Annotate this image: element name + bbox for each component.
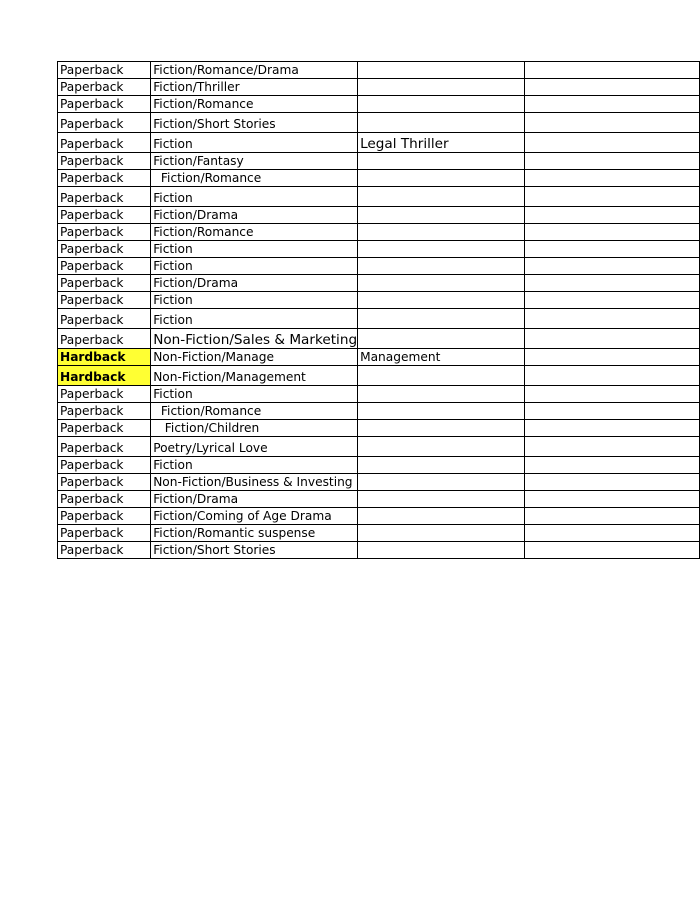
format-cell[interactable]: Paperback — [58, 275, 151, 292]
empty-cell[interactable] — [524, 329, 699, 349]
note-cell[interactable] — [358, 187, 525, 207]
genre-cell[interactable] — [151, 170, 358, 187]
table-row — [58, 525, 700, 542]
format-cell[interactable]: Paperback — [58, 542, 151, 559]
table-body — [58, 62, 700, 559]
genre-text: Non-Fiction/Management — [153, 370, 306, 384]
table-row — [58, 491, 700, 508]
format-cell[interactable]: Paperback — [58, 133, 151, 153]
empty-cell[interactable] — [524, 292, 699, 309]
table-row — [58, 275, 700, 292]
empty-cell[interactable] — [524, 349, 699, 366]
genre-cell[interactable] — [151, 474, 358, 491]
table-row — [58, 170, 700, 187]
genre-cell[interactable] — [151, 525, 358, 542]
table-row — [58, 329, 700, 349]
genre-cell[interactable] — [151, 153, 358, 170]
note-cell[interactable] — [358, 366, 525, 386]
table-row — [58, 508, 700, 525]
table-row — [58, 207, 700, 224]
note-cell[interactable] — [358, 420, 525, 437]
genre-text: Non-Fiction/Manage — [153, 350, 274, 364]
genre-cell[interactable] — [151, 349, 358, 366]
table-row — [58, 386, 700, 403]
format-cell[interactable]: Paperback — [58, 491, 151, 508]
empty-cell[interactable] — [524, 241, 699, 258]
format-cell[interactable]: Paperback — [58, 386, 151, 403]
table-row — [58, 153, 700, 170]
genre-cell[interactable] — [151, 542, 358, 559]
genre-cell[interactable] — [151, 420, 358, 437]
table-row — [58, 224, 700, 241]
table-row — [58, 258, 700, 275]
empty-cell[interactable] — [524, 420, 699, 437]
genre-text: Non-Fiction/Business & Investing — [153, 475, 353, 489]
note-cell[interactable] — [358, 258, 525, 275]
empty-cell[interactable] — [524, 79, 699, 96]
table-row — [58, 133, 700, 153]
genre-cell[interactable] — [151, 275, 358, 292]
note-cell[interactable] — [358, 329, 525, 349]
note-cell[interactable] — [358, 96, 525, 113]
genre-text: Fiction/Children — [153, 421, 260, 435]
genre-cell[interactable] — [151, 457, 358, 474]
genre-cell[interactable] — [151, 79, 358, 96]
format-cell[interactable]: Paperback — [58, 525, 151, 542]
format-cell[interactable]: Hardback — [58, 366, 151, 386]
format-cell[interactable]: Paperback — [58, 420, 151, 437]
genre-cell[interactable] — [151, 329, 358, 349]
table-row — [58, 292, 700, 309]
note-cell[interactable] — [358, 275, 525, 292]
table-row — [58, 542, 700, 559]
empty-cell[interactable] — [524, 491, 699, 508]
empty-cell[interactable] — [524, 403, 699, 420]
genre-cell[interactable] — [151, 113, 358, 133]
note-cell[interactable] — [358, 508, 525, 525]
empty-cell[interactable] — [524, 207, 699, 224]
empty-cell[interactable] — [524, 309, 699, 329]
note-cell[interactable] — [358, 491, 525, 508]
table-row — [58, 187, 700, 207]
note-cell[interactable] — [358, 133, 525, 153]
genre-text: Fiction/Romance — [153, 171, 262, 185]
format-cell[interactable]: Paperback — [58, 79, 151, 96]
genre-text: Fiction/Short Stories — [153, 543, 276, 557]
genre-text: Fiction/Romance — [153, 404, 262, 418]
note-cell[interactable] — [358, 62, 525, 79]
genre-cell[interactable] — [151, 386, 358, 403]
format-cell[interactable]: Paperback — [58, 224, 151, 241]
genre-text: Fiction — [153, 191, 193, 205]
genre-text: Fiction/Romance — [153, 225, 254, 239]
table-row — [58, 241, 700, 258]
genre-cell[interactable] — [151, 258, 358, 275]
genre-cell[interactable] — [151, 309, 358, 329]
genre-text: Fiction — [153, 137, 193, 151]
format-cell[interactable]: Paperback — [58, 329, 151, 349]
genre-text: Fiction/Short Stories — [153, 117, 276, 131]
genre-text: Fiction/Coming of Age Drama — [153, 509, 332, 523]
note-cell[interactable] — [358, 224, 525, 241]
genre-cell[interactable] — [151, 292, 358, 309]
table-row — [58, 349, 700, 366]
format-cell[interactable]: Paperback — [58, 170, 151, 187]
note-cell[interactable] — [358, 241, 525, 258]
note-cell[interactable] — [358, 153, 525, 170]
table-row — [58, 437, 700, 457]
genre-text: Fiction — [153, 458, 193, 472]
genre-text: Fiction — [153, 259, 193, 273]
note-cell[interactable] — [358, 349, 525, 366]
format-cell[interactable]: Paperback — [58, 96, 151, 113]
genre-text: Fiction/Romantic suspense — [153, 526, 316, 540]
table-row — [58, 420, 700, 437]
table-row — [58, 403, 700, 420]
genre-text: Fiction/Drama — [153, 276, 239, 290]
format-cell[interactable]: Paperback — [58, 474, 151, 491]
genre-cell[interactable] — [151, 241, 358, 258]
genre-text: Fiction/Romance — [153, 97, 254, 111]
genre-text: Fiction/Drama — [153, 492, 239, 506]
empty-cell[interactable] — [524, 386, 699, 403]
table-row — [58, 79, 700, 96]
genre-cell[interactable] — [151, 207, 358, 224]
empty-cell[interactable] — [524, 437, 699, 457]
empty-cell[interactable] — [524, 113, 699, 133]
format-cell[interactable]: Paperback — [58, 113, 151, 133]
empty-cell[interactable] — [524, 474, 699, 491]
note-cell[interactable] — [358, 292, 525, 309]
format-cell[interactable]: Paperback — [58, 508, 151, 525]
table-row — [58, 62, 700, 79]
empty-cell[interactable] — [524, 96, 699, 113]
note-cell[interactable] — [358, 113, 525, 133]
format-cell[interactable]: Paperback — [58, 258, 151, 275]
genre-text: Fiction/Thriller — [153, 80, 240, 94]
empty-cell[interactable] — [524, 133, 699, 153]
note-cell[interactable] — [358, 525, 525, 542]
note-cell[interactable] — [358, 437, 525, 457]
note-cell[interactable] — [358, 474, 525, 491]
empty-cell[interactable] — [524, 525, 699, 542]
genre-cell[interactable] — [151, 437, 358, 457]
format-cell[interactable]: Paperback — [58, 62, 151, 79]
genre-text: Fiction — [153, 387, 193, 401]
format-cell[interactable]: Paperback — [58, 241, 151, 258]
genre-cell[interactable] — [151, 62, 358, 79]
genre-cell[interactable] — [151, 224, 358, 241]
note-cell[interactable] — [358, 457, 525, 474]
genre-cell[interactable] — [151, 508, 358, 525]
note-cell[interactable] — [358, 79, 525, 96]
genre-cell[interactable] — [151, 187, 358, 207]
empty-cell[interactable] — [524, 258, 699, 275]
genre-text: Fiction — [153, 313, 193, 327]
genre-cell[interactable] — [151, 96, 358, 113]
empty-cell[interactable] — [524, 457, 699, 474]
genre-text: Fiction/Drama — [153, 208, 239, 222]
spreadsheet-page — [57, 61, 700, 559]
empty-cell[interactable] — [524, 508, 699, 525]
table-row — [58, 474, 700, 491]
genre-text: Poetry/Lyrical Love — [153, 441, 268, 455]
table-row — [58, 96, 700, 113]
format-cell[interactable]: Paperback — [58, 457, 151, 474]
genre-cell[interactable] — [151, 366, 358, 386]
genre-text: Non-Fiction/Sales & Marketing — [153, 332, 358, 348]
format-cell[interactable]: Paperback — [58, 309, 151, 329]
note-cell[interactable] — [358, 542, 525, 559]
format-cell[interactable]: Paperback — [58, 292, 151, 309]
empty-cell[interactable] — [524, 224, 699, 241]
format-cell[interactable]: Paperback — [58, 187, 151, 207]
format-cell[interactable]: Hardback — [58, 349, 151, 366]
empty-cell[interactable] — [524, 366, 699, 386]
empty-cell[interactable] — [524, 542, 699, 559]
genre-text: Fiction — [153, 293, 193, 307]
empty-cell[interactable] — [524, 153, 699, 170]
genre-cell[interactable] — [151, 491, 358, 508]
note-cell[interactable] — [358, 170, 525, 187]
note-cell[interactable] — [358, 309, 525, 329]
genre-text: Fiction/Fantasy — [153, 154, 244, 168]
note-cell[interactable] — [358, 403, 525, 420]
book-format-table — [57, 61, 700, 559]
genre-text: Fiction — [153, 242, 193, 256]
table-row — [58, 457, 700, 474]
empty-cell[interactable] — [524, 187, 699, 207]
table-row — [58, 309, 700, 329]
note-text: Management — [360, 350, 441, 364]
format-cell[interactable]: Paperback — [58, 403, 151, 420]
note-cell[interactable] — [358, 386, 525, 403]
format-cell[interactable]: Paperback — [58, 153, 151, 170]
genre-cell[interactable] — [151, 133, 358, 153]
genre-cell[interactable] — [151, 403, 358, 420]
format-cell[interactable]: Paperback — [58, 437, 151, 457]
empty-cell[interactable] — [524, 62, 699, 79]
format-cell[interactable]: Paperback — [58, 207, 151, 224]
empty-cell[interactable] — [524, 170, 699, 187]
note-cell[interactable] — [358, 207, 525, 224]
genre-text: Fiction/Romance/Drama — [153, 63, 299, 77]
table-row — [58, 366, 700, 386]
empty-cell[interactable] — [524, 275, 699, 292]
table-row — [58, 113, 700, 133]
note-text: Legal Thriller — [360, 136, 449, 152]
